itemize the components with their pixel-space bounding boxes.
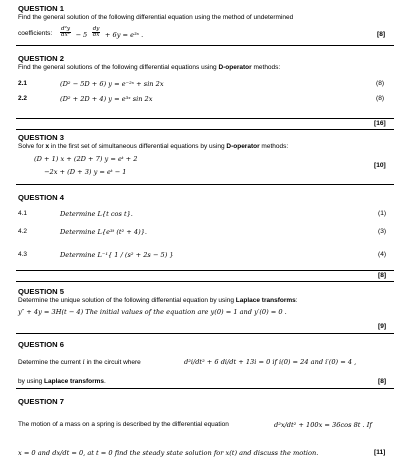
- question-3-text: Solve for x in the first set of simultaneous differential equations by using D-operator methods:: [18, 143, 289, 150]
- question-4-1-expression: Determine L{t cos t}.: [60, 210, 133, 218]
- question-3-equation-2: −2x + (D + 3) y = eᵗ − 1: [44, 168, 127, 176]
- question-4-1-number: 4.1: [18, 210, 28, 217]
- question-2-total: [16]: [374, 120, 386, 127]
- question-5-marks: [9]: [378, 323, 387, 330]
- question-6-equation: d²i/dt² + 6 di/dt + 13i = 0 if i(0) = 24 and i′(0) = 4 ,: [184, 358, 357, 366]
- question-4-2-marks: (3): [378, 228, 387, 235]
- question-3-marks: [10]: [374, 162, 386, 169]
- question-1-equation: $\frac{\text{d²y}}{\text{dx²}}$ − 5 $\frac{dy}{dx}$ + 6y = e³ˣ .: [61, 25, 144, 39]
- question-5-text-2: y″ + 4y = 3H(t − 4) The initial values of the equation are y(0) = 1 and y′(0) = 0 .: [18, 308, 287, 316]
- question-4-3-marks: (4): [378, 251, 387, 258]
- question-4-3-expression: Determine L⁻¹{ 1 / (s² + 2s − 5) }: [60, 251, 174, 259]
- question-7-text: The motion of a mass on a spring is described by the differential equation: [18, 421, 229, 428]
- question-1-heading: QUESTION 1: [18, 4, 64, 13]
- divider: [16, 45, 394, 46]
- divider: [16, 281, 394, 282]
- question-2-2-number: 2.2: [18, 95, 28, 102]
- question-7-equation: d²x/dt² + 100x = 36cos 8t . If: [274, 421, 372, 429]
- question-7-heading: QUESTION 7: [18, 397, 64, 406]
- question-1-text: Find the general solution of the following differential equation using the method of undetermined: [18, 14, 294, 21]
- question-5-heading: QUESTION 5: [18, 287, 64, 296]
- divider: [16, 388, 394, 389]
- question-2-1-expression: (D² − 5D + 6) y = e⁻²ˣ + sin 2x: [60, 80, 164, 88]
- question-2-1-number: 2.1: [18, 80, 28, 87]
- question-6-marks: [8]: [378, 378, 387, 385]
- question-2-heading: QUESTION 2: [18, 54, 64, 63]
- question-6-text: Determine the current i in the circuit where: [18, 358, 141, 366]
- question-4-2-expression: Determine L{e³ᵗ (t² + 4)}.: [60, 228, 147, 236]
- question-1-marks: [8]: [377, 31, 386, 38]
- question-3-equation-1: (D + 1) x + (2D + 7) y = eᵗ + 2: [34, 155, 138, 163]
- question-2-text: Find the general solutions of the following differential equations using D-operator methods:: [18, 64, 281, 71]
- question-4-total: [8]: [378, 272, 387, 279]
- divider: [16, 333, 394, 334]
- question-4-heading: QUESTION 4: [18, 193, 64, 202]
- question-3-heading: QUESTION 3: [18, 133, 64, 142]
- divider: [16, 118, 394, 119]
- question-4-1-marks: (1): [378, 210, 387, 217]
- divider: [16, 184, 394, 185]
- question-7-marks: [11]: [374, 449, 386, 456]
- question-1-text-2: coefficients:: [18, 30, 53, 37]
- question-5-text: Determine the unique solution of the following differential equation by using Laplace transforms:: [18, 297, 298, 304]
- divider: [16, 129, 394, 130]
- question-4-2-number: 4.2: [18, 228, 28, 235]
- question-2-2-expression: (D² + 2D + 4) y = e³ˣ sin 2x: [60, 95, 153, 103]
- question-6-heading: QUESTION 6: [18, 340, 64, 349]
- question-2-2-marks: (8): [376, 95, 385, 102]
- divider: [16, 270, 394, 271]
- question-1-equation-rest: + 6y = e³ˣ .: [104, 31, 144, 39]
- question-7-text-2: x = 0 and dx/dt = 0, at t = 0 find the steady state solution for x(t) and discuss the motion.: [18, 449, 319, 457]
- question-4-3-number: 4.3: [18, 251, 28, 258]
- question-2-1-marks: (8): [376, 80, 385, 87]
- question-6-text-2: by using Laplace transforms.: [18, 378, 106, 385]
